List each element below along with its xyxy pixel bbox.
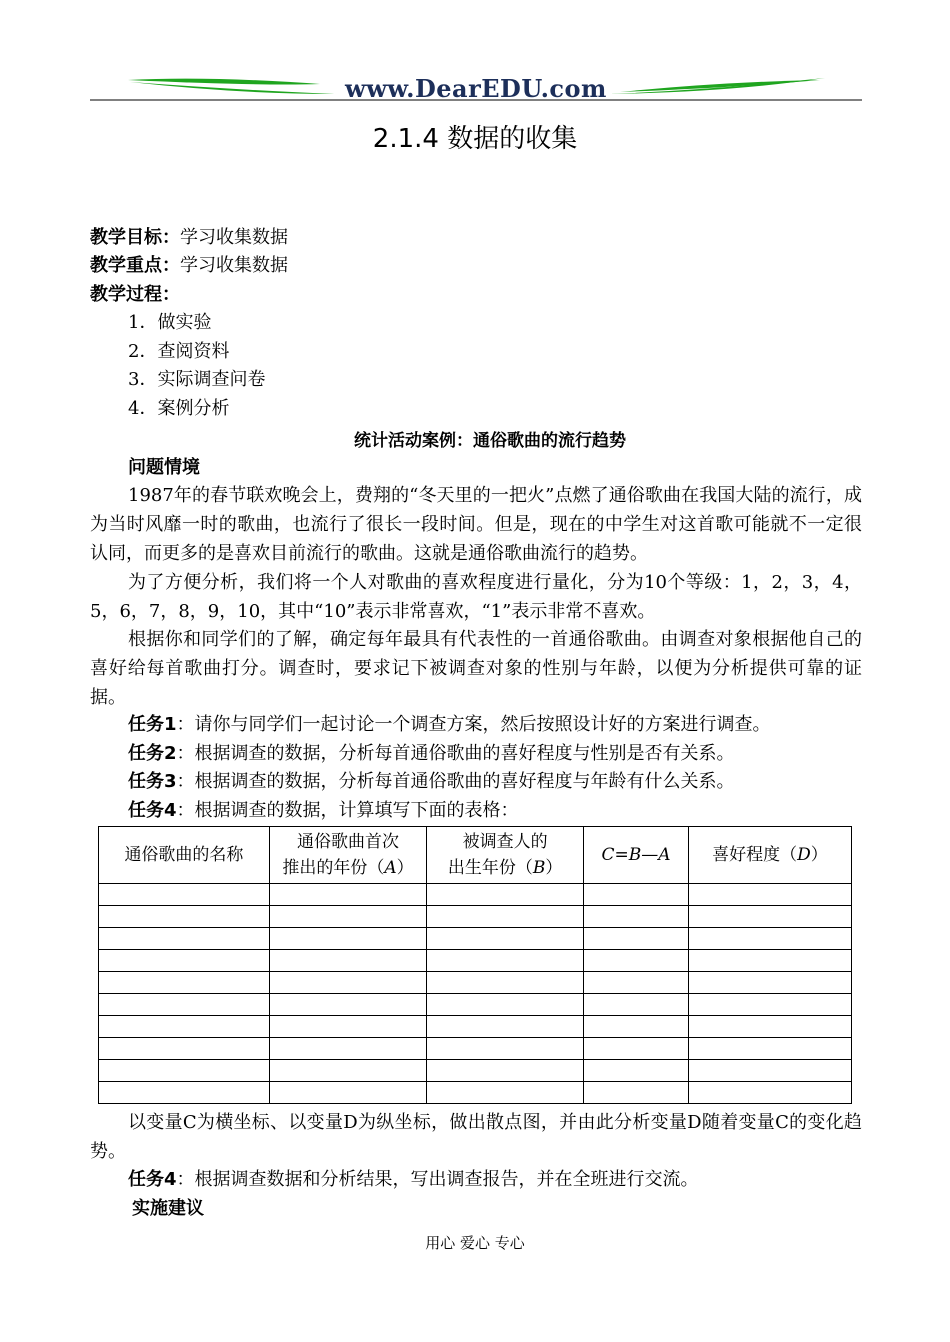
header-cell (584, 827, 689, 884)
table-cell (584, 906, 689, 928)
table-cell (688, 1016, 851, 1038)
table-cell (584, 928, 689, 950)
table-cell (269, 906, 426, 928)
table-cell (688, 928, 851, 950)
table-row (99, 1082, 852, 1104)
case-title: 统计活动案例：通俗歌曲的流行趋势 (354, 431, 626, 451)
step-item: 1．做实验 (128, 312, 212, 333)
table-cell (269, 994, 426, 1016)
table-row (99, 1016, 852, 1038)
header-cell (99, 827, 270, 884)
header-text: 出生年份（ (447, 858, 533, 878)
table-row (99, 994, 852, 1016)
task-line (128, 740, 735, 768)
table-cell (427, 906, 584, 928)
focus-label: 教学重点： (90, 255, 180, 276)
table-cell (427, 928, 584, 950)
task-line (128, 797, 519, 825)
table-cell (584, 950, 689, 972)
task-line (128, 768, 735, 796)
page-title: 2.1.4 数据的收集 (372, 124, 578, 154)
header-text: C=B—A (601, 845, 671, 865)
focus-text: 学习收集数据 (180, 255, 288, 276)
table-cell (688, 950, 851, 972)
table-cell (99, 884, 270, 906)
table-cell (427, 1060, 584, 1082)
table-cell (427, 884, 584, 906)
table-cell (584, 994, 689, 1016)
table-cell (99, 1038, 270, 1060)
header-text: ） (545, 858, 563, 878)
table-row (99, 884, 852, 906)
header-text: 通俗歌曲首次 (296, 832, 399, 852)
header-text: ） (396, 858, 414, 878)
table-cell (427, 1038, 584, 1060)
table-cell (584, 1060, 689, 1082)
header-text: ） (810, 845, 828, 865)
table-row (99, 1038, 852, 1060)
header-text: D (797, 845, 811, 865)
situation-label: 问题情境 (128, 457, 200, 478)
table-cell (584, 1016, 689, 1038)
table-cell (269, 1038, 426, 1060)
task-label: 任务3 (128, 771, 177, 792)
task-label: 任务4 (128, 1169, 177, 1190)
task-label: 任务2 (128, 743, 177, 764)
page-footer: 用心 爱心 专心 (425, 1234, 525, 1252)
table-cell (269, 1060, 426, 1082)
task-line (128, 1166, 699, 1194)
paragraph: 为了方便分析，我们将一个人对歌曲的喜欢程度进行量化，分为10个等级：1，2，3，4，5，6，7，8，9，10，其中“10”表示非常喜欢，“1”表示非常不喜欢。 (90, 572, 862, 622)
table-cell (427, 994, 584, 1016)
header-text: 推出的年份（ (282, 858, 385, 878)
table-row (99, 972, 852, 994)
task-label: 任务1 (128, 714, 177, 735)
table-row (99, 906, 852, 928)
header-text: B (532, 858, 546, 878)
impl-label: 实施建议 (132, 1198, 204, 1219)
header-text: 被调查人的 (462, 832, 548, 852)
logo-text: www.DearEDU.com (345, 74, 607, 103)
goal-text: 学习收集数据 (180, 227, 288, 248)
process-label: 教学过程： (90, 284, 180, 305)
task-text: ：根据调查的数据，分析每首通俗歌曲的喜好程度与性别是否有关系。 (176, 743, 735, 764)
table-cell (688, 1082, 851, 1104)
task-text: ：请你与同学们一起讨论一个调查方案，然后按照设计好的方案进行调查。 (176, 714, 771, 735)
table-row (99, 1060, 852, 1082)
task-label: 任务4 (128, 800, 177, 821)
table-cell (99, 928, 270, 950)
table-cell (688, 1038, 851, 1060)
paragraph: 根据你和同学们的了解，确定每年最具有代表性的一首通俗歌曲。由调查对象根据他自己的喜好给每首歌曲打分。调查时，要求记下被调查对象的性别与年龄，以便为分析提供可靠的证据。 (90, 629, 862, 708)
table-cell (269, 972, 426, 994)
table-cell (269, 950, 426, 972)
table-cell (584, 1082, 689, 1104)
header-cell (688, 827, 851, 884)
table-cell (99, 1016, 270, 1038)
header-text: 通俗歌曲的名称 (124, 845, 244, 865)
task-text: ：根据调查的数据，计算填写下面的表格： (176, 800, 519, 821)
table-cell (99, 950, 270, 972)
header-cell (427, 827, 584, 884)
table-cell (427, 972, 584, 994)
table-cell (688, 994, 851, 1016)
table-row (99, 950, 852, 972)
table-cell (427, 1016, 584, 1038)
header-logo (90, 70, 862, 106)
table-cell (269, 1082, 426, 1104)
step-item: 4．案例分析 (128, 398, 230, 419)
table-cell (688, 972, 851, 994)
table-cell (99, 906, 270, 928)
table-row (99, 928, 852, 950)
table-cell (99, 994, 270, 1016)
data-table (98, 826, 852, 1104)
task-line (128, 711, 771, 739)
goal-label: 教学目标： (90, 227, 180, 248)
header-text: 喜好程度（ (712, 845, 798, 865)
table-cell (269, 928, 426, 950)
table-cell (584, 972, 689, 994)
goal-line (90, 224, 288, 252)
table-cell (99, 972, 270, 994)
table-cell (99, 1082, 270, 1104)
table-cell (427, 1082, 584, 1104)
focus-line (90, 252, 288, 280)
step-item: 2．查阅资料 (128, 341, 230, 362)
header-text: A (384, 858, 397, 878)
header-cell (269, 827, 426, 884)
table-cell (269, 884, 426, 906)
paragraph: 1987年的春节联欢晚会上，费翔的“冬天里的一把火”点燃了通俗歌曲在我国大陆的流行，成为当时风靡一时的歌曲，也流行了很长一段时间。但是，现在的中学生对这首歌可能就不一定很认同，而更多的是喜欢目前流行的歌曲。这就是通俗歌曲流行的趋势。 (90, 485, 862, 564)
table-cell (269, 1016, 426, 1038)
table-cell (688, 884, 851, 906)
task-text: ：根据调查的数据，分析每首通俗歌曲的喜好程度与年龄有什么关系。 (176, 771, 735, 792)
table-cell (688, 906, 851, 928)
table-cell (584, 1038, 689, 1060)
table-header-row (99, 827, 852, 884)
table-cell (99, 1060, 270, 1082)
table-cell (584, 884, 689, 906)
scatter-instruction: 以变量C为横坐标、以变量D为纵坐标，做出散点图，并由此分析变量D随着变量C的变化趋势。 (90, 1112, 862, 1162)
task-text: ：根据调查数据和分析结果，写出调查报告，并在全班进行交流。 (176, 1169, 699, 1190)
step-item: 3．实际调查问卷 (128, 369, 266, 390)
table-cell (688, 1060, 851, 1082)
table-cell (427, 950, 584, 972)
